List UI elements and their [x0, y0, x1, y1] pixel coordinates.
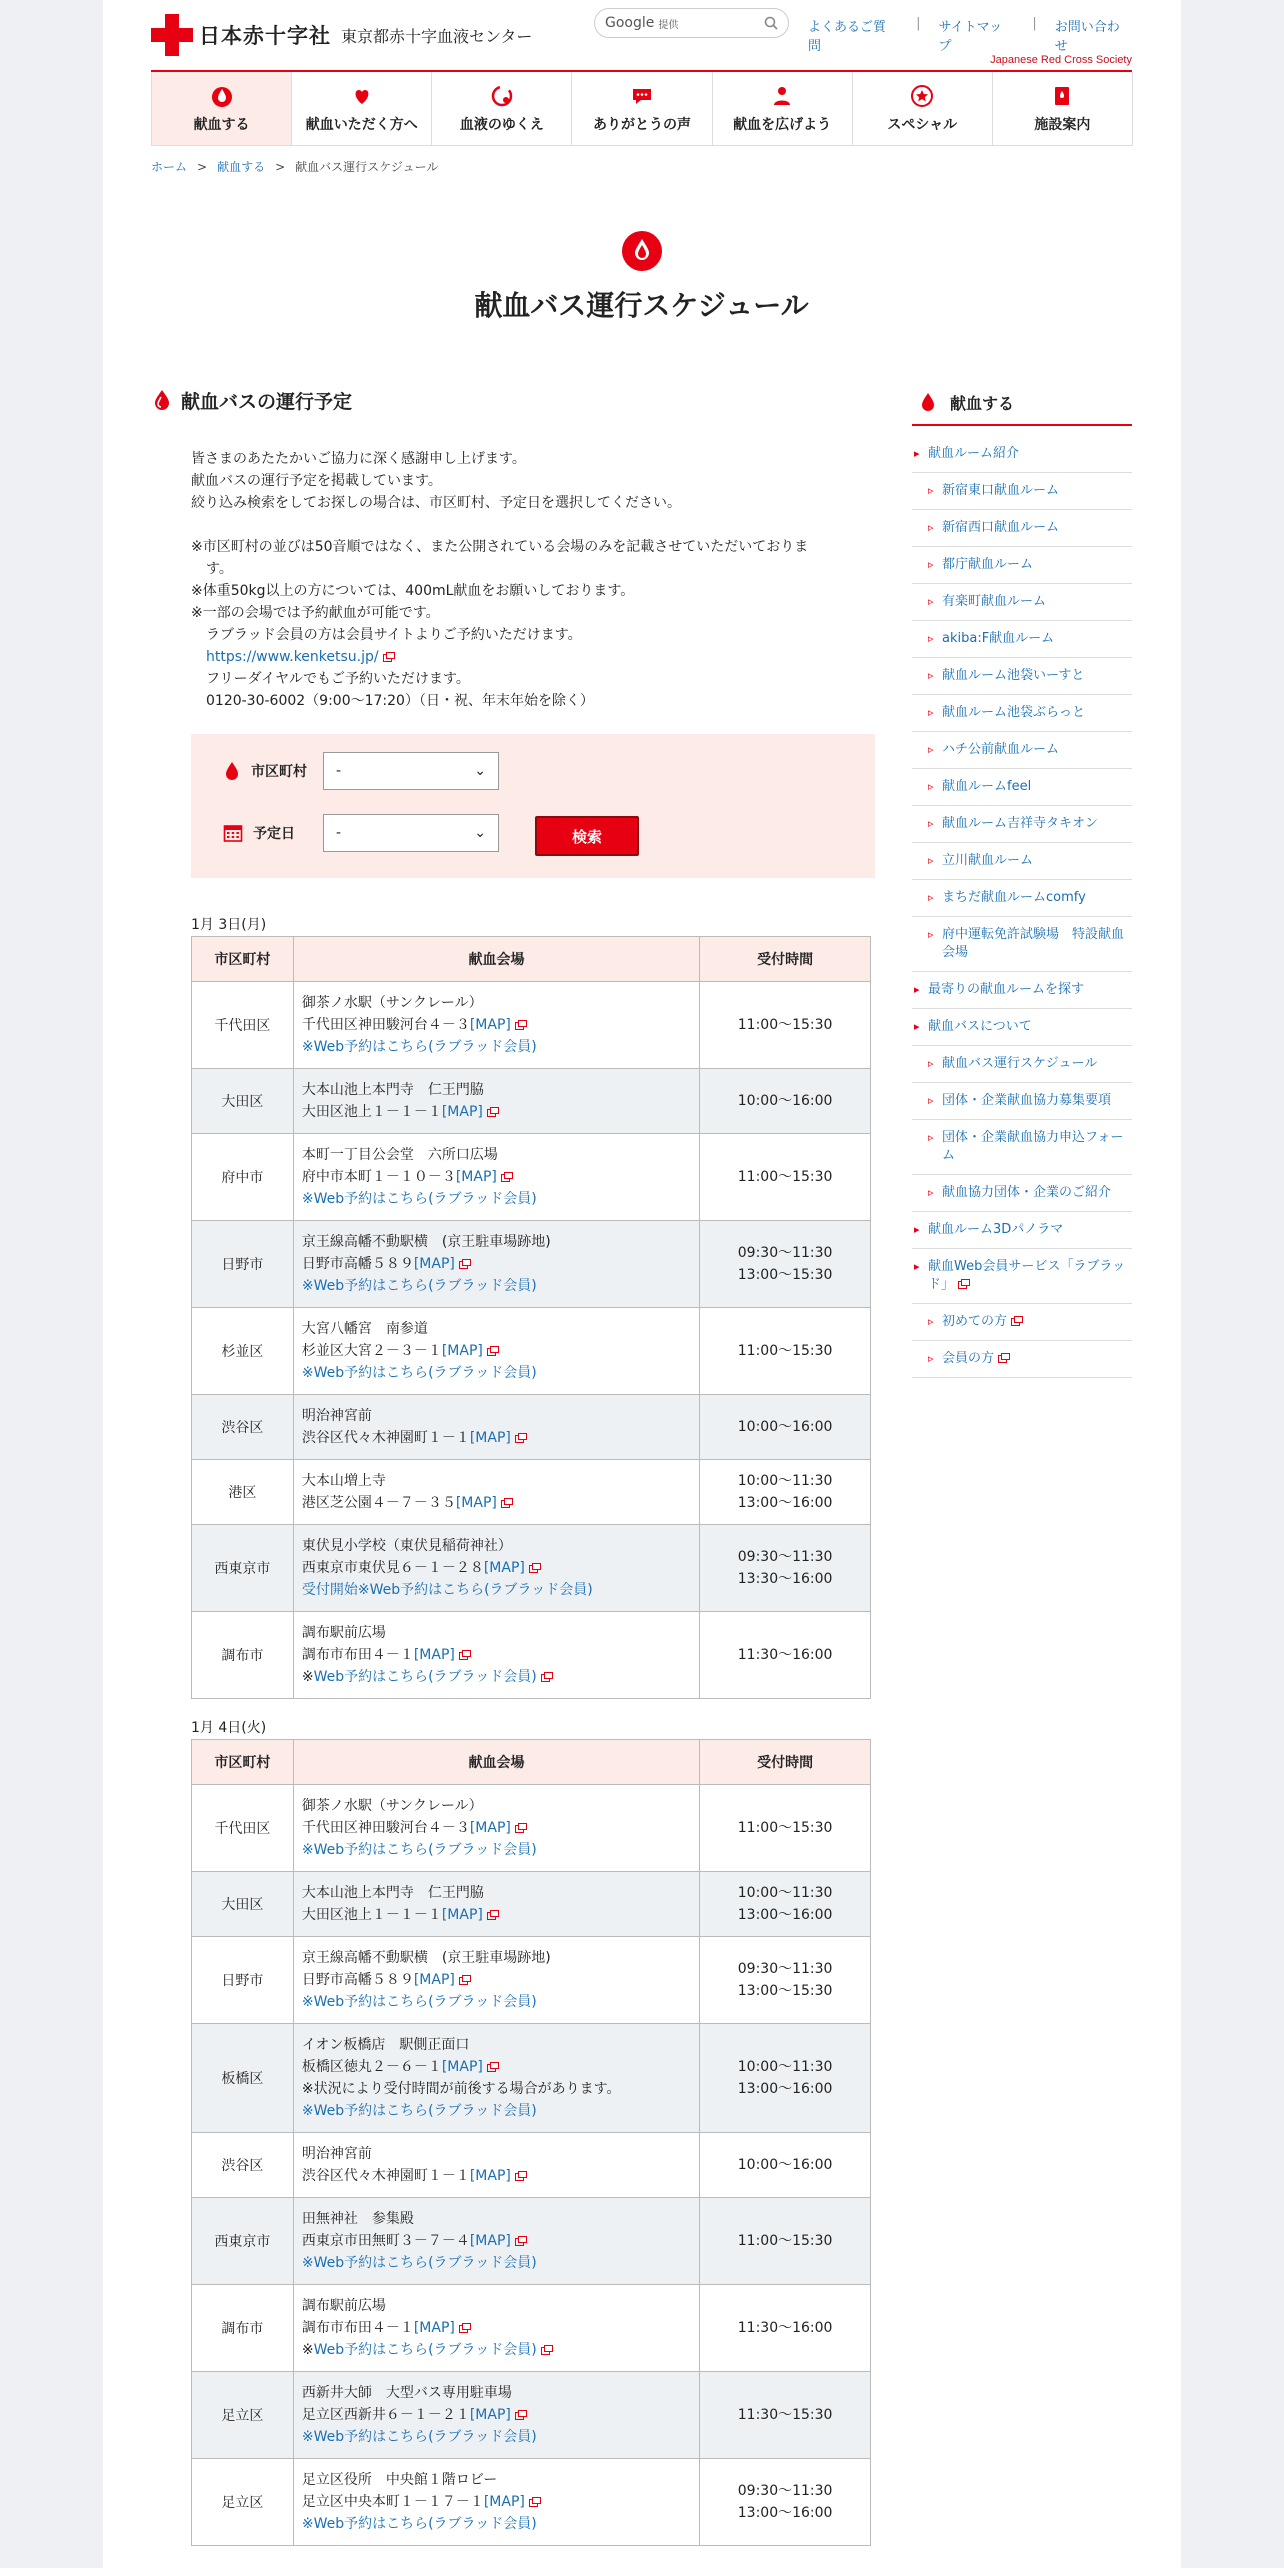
- day-label: 1月 3日(月): [191, 917, 267, 933]
- table-row: [192, 1069, 871, 1134]
- map-link[interactable]: [MAP]: [441, 1907, 483, 1923]
- city-cell: 千代田区: [192, 1785, 294, 1872]
- external-link-icon: [515, 2236, 527, 2246]
- external-link-icon: [998, 1353, 1010, 1363]
- time-cell: [700, 1308, 871, 1395]
- faq-link[interactable]: よくあるご質問: [808, 20, 887, 54]
- web-reservation-link[interactable]: ※Web予約はこちら(ラブラッド会員): [301, 1842, 537, 1858]
- venue-cell: [293, 1460, 699, 1525]
- web-reservation-link[interactable]: ※Web予約はこちら(ラブラッド会員): [301, 2255, 537, 2271]
- external-link-icon: [487, 1107, 499, 1117]
- reception-time: 10:00～16:00: [737, 1093, 833, 1109]
- building-icon: [1050, 84, 1074, 108]
- venue-name: 大本山池上本門寺 仁王門脇: [301, 1082, 484, 1098]
- table-row: [192, 1872, 871, 1937]
- sitemap-link[interactable]: サイトマップ: [938, 20, 1003, 54]
- city-cell: 杉並区: [192, 1308, 294, 1395]
- time-cell: [700, 1069, 871, 1134]
- venue-cell: [293, 1395, 699, 1460]
- external-link-icon: [459, 2323, 471, 2333]
- external-link-icon: [515, 2171, 527, 2181]
- col-header-city: 市区町村: [192, 937, 294, 982]
- venue-cell: [293, 2198, 699, 2285]
- center-name: 東京都赤十字血液センター: [341, 26, 533, 46]
- time-cell: [700, 2459, 871, 2546]
- sidebar-item[interactable]: ▹ 献血ルーム吉祥寺タキオン: [912, 806, 1132, 843]
- sidebar-item[interactable]: ▹ 立川献血ルーム: [912, 843, 1132, 880]
- external-link-icon: [515, 1433, 527, 1443]
- external-link-icon: [515, 2410, 527, 2420]
- map-link[interactable]: [MAP]: [469, 2407, 511, 2423]
- sidebar-item[interactable]: ▹ 献血協力団体・企業のご紹介: [912, 1175, 1132, 1212]
- web-reservation-link[interactable]: ※Web予約はこちら(ラブラッド会員): [301, 2103, 537, 2119]
- map-link[interactable]: [MAP]: [441, 2059, 483, 2075]
- sidebar-item[interactable]: ▹ 有楽町献血ルーム: [912, 584, 1132, 621]
- venue-address: 大田区池上１－１－１: [301, 1104, 442, 1120]
- day-label: 1月 4日(火): [191, 1720, 267, 1736]
- venue-name: 西新井大師 大型バス専用駐車場: [301, 2385, 512, 2401]
- external-link-icon: [541, 2345, 553, 2355]
- venue-note: ※状況により受付時間が前後する場合があります。: [301, 2081, 621, 2097]
- venue-address: 調布市布田４－１: [301, 2320, 414, 2336]
- venue-name: 大本山増上寺: [301, 1473, 386, 1489]
- intro-text: 皆さまのあたたかいご協力に深く感謝申し上げます。 献血バスの運行予定を掲載しています。 絞り込み検索をしてお探しの場合は、市区町村、予定日を選択してください。 ※市区町村の並びは50音順ではなく、また公開されている会場のみを記載させていただいておりま す。 ※体重50kg以上の方については、400mL献血をお願いしております。 ※一部の会場では予約献血が可能です。 ラブラッド会員の方は会員サイトよりご予約いただけます。 https://www.kenketsu.jp/ フリーダイヤルでもご予約いただけます。 0120-30-6002（9:00～17:20）（日・祝、年末年始を除く）: [191, 451, 809, 709]
- venue-cell: [293, 2024, 699, 2133]
- city-cell: 足立区: [192, 2459, 294, 2546]
- table-row: [192, 1612, 871, 1699]
- sidebar-item[interactable]: ▸ 献血ルーム紹介: [912, 436, 1132, 473]
- venue-cell: [293, 2133, 699, 2198]
- map-link[interactable]: [MAP]: [413, 1256, 455, 1272]
- sidebar-item[interactable]: ▹ 献血ルーム池袋いーすと: [912, 658, 1132, 695]
- reception-time: 09:30～11:30: [737, 2483, 833, 2499]
- reception-time: 11:00～15:30: [737, 1017, 833, 1033]
- map-link[interactable]: [MAP]: [483, 1560, 525, 1576]
- site-logo[interactable]: [151, 14, 532, 56]
- main-content: [151, 380, 875, 2546]
- venue-name: イオン板橋店 駅側正面口: [301, 2037, 470, 2053]
- sidebar-item[interactable]: ▹ 団体・企業献血協力募集要項: [912, 1083, 1132, 1120]
- sidebar-item[interactable]: ▹ 新宿東口献血ルーム: [912, 473, 1132, 510]
- city-cell: 港区: [192, 1460, 294, 1525]
- map-link[interactable]: [MAP]: [441, 1104, 483, 1120]
- reception-time: 11:00～15:30: [737, 1820, 833, 1836]
- external-link-icon: [541, 1672, 553, 1682]
- calendar-icon: [223, 823, 243, 843]
- external-link-icon: [529, 1563, 541, 1573]
- table-row: [192, 1134, 871, 1221]
- sidebar-item[interactable]: ▹ 献血ルームfeel: [912, 769, 1132, 806]
- venue-name: 足立区役所 中央館１階ロビー: [301, 2472, 498, 2488]
- venue-cell: [293, 1937, 699, 2024]
- heart-hand-icon: [350, 84, 374, 108]
- time-cell: [700, 1395, 871, 1460]
- venue-cell: [293, 1221, 699, 1308]
- venue-name: 調布駅前広場: [301, 1625, 386, 1641]
- city-cell: 西東京市: [192, 2198, 294, 2285]
- web-note-mark: ※: [301, 1669, 314, 1685]
- venue-name: 本町一丁目公会堂 六所口広場: [301, 1147, 498, 1163]
- table-row: [192, 2024, 871, 2133]
- external-link-icon: [459, 1975, 471, 1985]
- sidebar-item[interactable]: ▹ 都庁献血ルーム: [912, 547, 1132, 584]
- nav-thanks[interactable]: ありがとうの声: [572, 72, 712, 146]
- sidebar-item[interactable]: ▹ 新宿西口献血ルーム: [912, 510, 1132, 547]
- venue-name: 京王線高幡不動駅横 (京王駐車場跡地): [301, 1950, 551, 1966]
- time-cell: [700, 2372, 871, 2459]
- sidebar-heading: 献血する: [912, 380, 1132, 426]
- speech-bubble-icon: [630, 84, 654, 108]
- nav-spread[interactable]: 献血を広げよう: [713, 72, 853, 146]
- reception-time: 11:30～16:00: [737, 1647, 833, 1663]
- map-link[interactable]: [MAP]: [455, 1169, 497, 1185]
- sidebar-item[interactable]: ▹ 団体・企業献血協力申込フォーム: [912, 1120, 1132, 1175]
- venue-cell: [293, 1525, 699, 1612]
- venue-address: 足立区中央本町１－１７－１: [301, 2494, 484, 2510]
- sidebar-item[interactable]: ▹ 会員の方: [912, 1341, 1132, 1378]
- venue-address: 千代田区神田駿河台４－３: [301, 1820, 470, 1836]
- page-title: 献血バス運行スケジュール: [474, 289, 809, 322]
- nav-blood-journey[interactable]: 血液のゆくえ: [432, 72, 572, 146]
- time-cell: [700, 1785, 871, 1872]
- reception-time: 10:00～16:00: [737, 2157, 833, 2173]
- city-cell: 府中市: [192, 1134, 294, 1221]
- col-header-time: 受付時間: [700, 1740, 871, 1785]
- time-cell: [700, 2024, 871, 2133]
- map-link[interactable]: [MAP]: [441, 1343, 483, 1359]
- venue-cell: [293, 1308, 699, 1395]
- external-link-icon: [501, 1172, 513, 1182]
- time-cell: [700, 2133, 871, 2198]
- sidebar-item[interactable]: ▸ 献血Web会員サービス「ラブラッド」: [912, 1249, 1132, 1304]
- venue-address: 大田区池上１－１－１: [301, 1907, 442, 1923]
- search-box[interactable]: [594, 8, 789, 38]
- venue-address: 足立区西新井６－１－２１: [301, 2407, 470, 2423]
- schedule-day: [191, 1717, 875, 2546]
- org-name: 日本赤十字社: [199, 24, 331, 48]
- contact-link[interactable]: お問い合わせ: [1054, 20, 1120, 54]
- chevron-down-icon: ⌄: [474, 763, 486, 779]
- web-reservation-link[interactable]: ※Web予約はこちら(ラブラッド会員): [301, 2429, 537, 2445]
- venue-cell: [293, 1612, 699, 1699]
- sidebar-item[interactable]: ▹ 府中運転免許試験場 特設献血会場: [912, 917, 1132, 972]
- city-cell: 調布市: [192, 2285, 294, 2372]
- venue-address: 渋谷区代々木神園町１－１: [301, 1430, 470, 1446]
- external-link-icon: [487, 1910, 499, 1920]
- table-row: [192, 1525, 871, 1612]
- external-link-icon: [383, 652, 395, 662]
- venue-address: 港区芝公園４－７－３５: [301, 1495, 456, 1511]
- city-cell: 大田区: [192, 1872, 294, 1937]
- sidebar-item[interactable]: ▸ 最寄りの献血ルームを探す: [912, 972, 1132, 1009]
- venue-name: 大宮八幡宮 南参道: [301, 1321, 428, 1337]
- reception-time: 11:00～15:30: [737, 1169, 833, 1185]
- col-header-venue: 献血会場: [293, 1740, 699, 1785]
- city-cell: 板橋区: [192, 2024, 294, 2133]
- breadcrumb-donate[interactable]: 献血する: [217, 160, 266, 174]
- external-link-icon: [487, 2062, 499, 2072]
- venue-cell: [293, 1872, 699, 1937]
- venue-address: 板橋区徳丸２－６－１: [301, 2059, 442, 2075]
- table-row: [192, 2198, 871, 2285]
- venue-cell: [293, 2459, 699, 2546]
- section-heading: 献血バスの運行予定: [151, 380, 875, 420]
- time-cell: [700, 1460, 871, 1525]
- venue-address: 杉並区大宮２－３－１: [301, 1343, 442, 1359]
- sidebar: [912, 380, 1132, 1378]
- table-header-row: [192, 937, 871, 982]
- schedule-day: [191, 914, 875, 1699]
- time-cell: [700, 1612, 871, 1699]
- reception-time: 13:00～16:00: [737, 2505, 833, 2521]
- search-input[interactable]: 提供: [658, 19, 679, 31]
- star-badge-icon: [910, 84, 934, 108]
- web-reservation-link[interactable]: ※Web予約はこちら(ラブラッド会員): [301, 1278, 537, 1294]
- nav-facilities[interactable]: 施設案内: [993, 72, 1133, 146]
- sidebar-item[interactable]: ▹ まちだ献血ルームcomfy: [912, 880, 1132, 917]
- time-cell: [700, 1134, 871, 1221]
- reception-time: 11:30～15:30: [737, 2407, 833, 2423]
- external-link-icon: [501, 1498, 513, 1508]
- page: [103, 0, 1181, 2568]
- blood-drop-icon: [151, 389, 173, 411]
- search-brand: Google: [605, 15, 655, 31]
- reception-time: 09:30～11:30: [737, 1961, 833, 1977]
- table-row: [192, 1460, 871, 1525]
- sidebar-item[interactable]: ▹ akiba:F献血ルーム: [912, 621, 1132, 658]
- venue-address: 西東京市田無町３－７－４: [301, 2233, 470, 2249]
- nav-special[interactable]: スペシャル: [853, 72, 993, 146]
- table-row: [192, 2285, 871, 2372]
- venue-address: 府中市本町１－１０－３: [301, 1169, 456, 1185]
- flow-icon: [490, 84, 514, 108]
- sidebar-item[interactable]: ▹ 初めての方: [912, 1304, 1132, 1341]
- time-cell: [700, 1221, 871, 1308]
- time-cell: [700, 1525, 871, 1612]
- schedule-table: [191, 936, 871, 1699]
- map-link[interactable]: [MAP]: [469, 1017, 511, 1033]
- time-cell: [700, 982, 871, 1069]
- city-cell: 大田区: [192, 1069, 294, 1134]
- external-link-icon: [459, 1650, 471, 1660]
- date-select[interactable]: - ⌄: [323, 814, 499, 852]
- web-reservation-link[interactable]: ※Web予約はこちら(ラブラッド会員): [301, 1365, 537, 1381]
- blood-drop-icon: [210, 84, 234, 108]
- venue-cell: [293, 1134, 699, 1221]
- reception-time: 10:00～16:00: [737, 1419, 833, 1435]
- city-cell: 日野市: [192, 1221, 294, 1308]
- venue-name: 調布駅前広場: [301, 2298, 386, 2314]
- sidebar-item[interactable]: ▹ 献血バス運行スケジュール: [912, 1046, 1132, 1083]
- chevron-down-icon: ⌄: [474, 825, 486, 841]
- venue-address: 日野市高幡５８９: [301, 1972, 414, 1988]
- city-select[interactable]: - ⌄: [323, 752, 499, 790]
- venue-name: 大本山池上本門寺 仁王門脇: [301, 1885, 484, 1901]
- venue-cell: [293, 1785, 699, 1872]
- title-block: [151, 230, 1132, 324]
- web-reservation-link[interactable]: Web予約はこちら(ラブラッド会員): [313, 1669, 537, 1685]
- reception-time: 10:00～11:30: [737, 1885, 833, 1901]
- jrc-label: Japanese Red Cross Society: [990, 54, 1132, 66]
- col-header-city: 市区町村: [192, 1740, 294, 1785]
- red-cross-icon: [151, 14, 193, 56]
- time-cell: [700, 2285, 871, 2372]
- breadcrumb: ホーム > 献血する > 献血バス運行スケジュール: [151, 160, 439, 174]
- venue-address: 調布市布田４－１: [301, 1647, 414, 1663]
- venue-name: 明治神宮前: [301, 1408, 372, 1424]
- city-cell: 渋谷区: [192, 1395, 294, 1460]
- city-cell: 足立区: [192, 2372, 294, 2459]
- venue-cell: [293, 1069, 699, 1134]
- nav-for-donors[interactable]: 献血いただく方へ: [292, 72, 432, 146]
- external-link-icon: [487, 1346, 499, 1356]
- map-link[interactable]: [MAP]: [469, 2168, 511, 2184]
- table-row: [192, 982, 871, 1069]
- web-reservation-link[interactable]: ※Web予約はこちら(ラブラッド会員): [301, 2516, 537, 2532]
- reception-time: 13:00～15:30: [737, 1267, 833, 1283]
- venue-address: 渋谷区代々木神園町１－１: [301, 2168, 470, 2184]
- reception-time: 13:00～16:00: [737, 1495, 833, 1511]
- external-link-icon: [1011, 1316, 1023, 1326]
- map-link[interactable]: [MAP]: [469, 2233, 511, 2249]
- city-cell: 渋谷区: [192, 2133, 294, 2198]
- venue-name: 御茶ノ水駅（サンクレール）: [301, 1798, 483, 1814]
- web-note-mark: ※: [301, 2342, 314, 2358]
- venue-address: 西東京市東伏見６－１－２８: [301, 1560, 484, 1576]
- table-row: [192, 1395, 871, 1460]
- external-link-icon: [958, 1279, 970, 1289]
- kenketsu-link[interactable]: https://www.kenketsu.jp/: [206, 649, 379, 665]
- sidebar-item[interactable]: ▸ 献血バスについて: [912, 1009, 1132, 1046]
- utility-links: よくあるご質問 | サイトマップ | お問い合わせ: [808, 16, 1132, 54]
- sidebar-item[interactable]: ▸ 献血ルーム3Dパノラマ: [912, 1212, 1132, 1249]
- external-link-icon: [515, 1823, 527, 1833]
- table-row: [192, 1785, 871, 1872]
- site-header: [151, 0, 1132, 72]
- map-link[interactable]: [MAP]: [413, 1647, 455, 1663]
- reception-time: 10:00～11:30: [737, 2059, 833, 2075]
- web-reservation-link[interactable]: ※Web予約はこちら(ラブラッド会員): [301, 1191, 537, 1207]
- table-row: [192, 2133, 871, 2198]
- table-row: [192, 2372, 871, 2459]
- reception-time: 13:00～15:30: [737, 1983, 833, 1999]
- time-cell: [700, 1872, 871, 1937]
- venue-name: 京王線高幡不動駅横 (京王駐車場跡地): [301, 1234, 551, 1250]
- breadcrumb-current: 献血バス運行スケジュール: [295, 160, 439, 174]
- city-cell: 千代田区: [192, 982, 294, 1069]
- venue-name: 東伏見小学校（東伏見稲荷神社）: [301, 1538, 512, 1554]
- sidebar-item[interactable]: ▹ ハチ公前献血ルーム: [912, 732, 1132, 769]
- filter-panel: [191, 734, 875, 878]
- nav-donate[interactable]: 献血する: [152, 72, 292, 146]
- table-header-row: [192, 1740, 871, 1785]
- web-reservation-link[interactable]: ※Web予約はこちら(ラブラッド会員): [301, 1039, 537, 1055]
- external-link-icon: [529, 2497, 541, 2507]
- map-link[interactable]: [MAP]: [469, 1430, 511, 1446]
- table-row: [192, 2459, 871, 2546]
- reception-time: 11:00～15:30: [737, 1343, 833, 1359]
- city-cell: 調布市: [192, 1612, 294, 1699]
- schedule-table: [191, 1739, 871, 2546]
- venue-cell: [293, 2285, 699, 2372]
- reception-time: 09:30～11:30: [737, 1549, 833, 1565]
- people-icon: [770, 84, 794, 108]
- search-icon[interactable]: [764, 16, 778, 30]
- venue-name: 明治神宮前: [301, 2146, 372, 2162]
- venue-address: 千代田区神田駿河台４－３: [301, 1017, 470, 1033]
- table-row: [192, 1308, 871, 1395]
- external-link-icon: [459, 1259, 471, 1269]
- venue-name: 御茶ノ水駅（サンクレール）: [301, 995, 483, 1011]
- map-link[interactable]: [MAP]: [455, 1495, 497, 1511]
- venue-cell: [293, 982, 699, 1069]
- venue-name: 田無神社 参集殿: [301, 2211, 414, 2227]
- map-link[interactable]: [MAP]: [413, 2320, 455, 2336]
- map-link[interactable]: [MAP]: [469, 1820, 511, 1836]
- col-header-venue: 献血会場: [293, 937, 699, 982]
- city-filter: 市区町村 - ⌄: [223, 752, 499, 790]
- col-header-time: 受付時間: [700, 937, 871, 982]
- breadcrumb-home[interactable]: ホーム: [151, 160, 188, 174]
- blood-drop-icon: [621, 230, 663, 272]
- blood-drop-icon: [223, 761, 241, 781]
- reception-time: 13:00～16:00: [737, 2081, 833, 2097]
- venue-address: 日野市高幡５８９: [301, 1256, 414, 1272]
- sidebar-menu: [912, 436, 1132, 1378]
- table-row: [192, 1221, 871, 1308]
- blood-drop-icon: [918, 392, 938, 412]
- date-filter: 予定日 - ⌄: [223, 814, 499, 852]
- sidebar-item[interactable]: ▹ 献血ルーム池袋ぶらっと: [912, 695, 1132, 732]
- main-nav: [151, 72, 1133, 146]
- reception-time: 09:30～11:30: [737, 1245, 833, 1261]
- schedule-list: [151, 914, 875, 2546]
- web-reservation-link[interactable]: 受付開始※Web予約はこちら(ラブラッド会員): [301, 1582, 593, 1598]
- reception-time: 13:30～16:00: [737, 1571, 833, 1587]
- city-cell: 西東京市: [192, 1525, 294, 1612]
- time-cell: [700, 2198, 871, 2285]
- map-link[interactable]: [MAP]: [413, 1972, 455, 1988]
- reception-time: 10:00～11:30: [737, 1473, 833, 1489]
- venue-cell: [293, 2372, 699, 2459]
- web-reservation-link[interactable]: Web予約はこちら(ラブラッド会員): [313, 2342, 537, 2358]
- external-link-icon: [515, 1020, 527, 1030]
- table-row: [192, 1937, 871, 2024]
- reception-time: 11:00～15:30: [737, 2233, 833, 2249]
- time-cell: [700, 1937, 871, 2024]
- reception-time: 11:30～16:00: [737, 2320, 833, 2336]
- web-reservation-link[interactable]: ※Web予約はこちら(ラブラッド会員): [301, 1994, 537, 2010]
- reception-time: 13:00～16:00: [737, 1907, 833, 1923]
- city-cell: 日野市: [192, 1937, 294, 2024]
- search-button[interactable]: 検索: [535, 816, 639, 856]
- map-link[interactable]: [MAP]: [483, 2494, 525, 2510]
